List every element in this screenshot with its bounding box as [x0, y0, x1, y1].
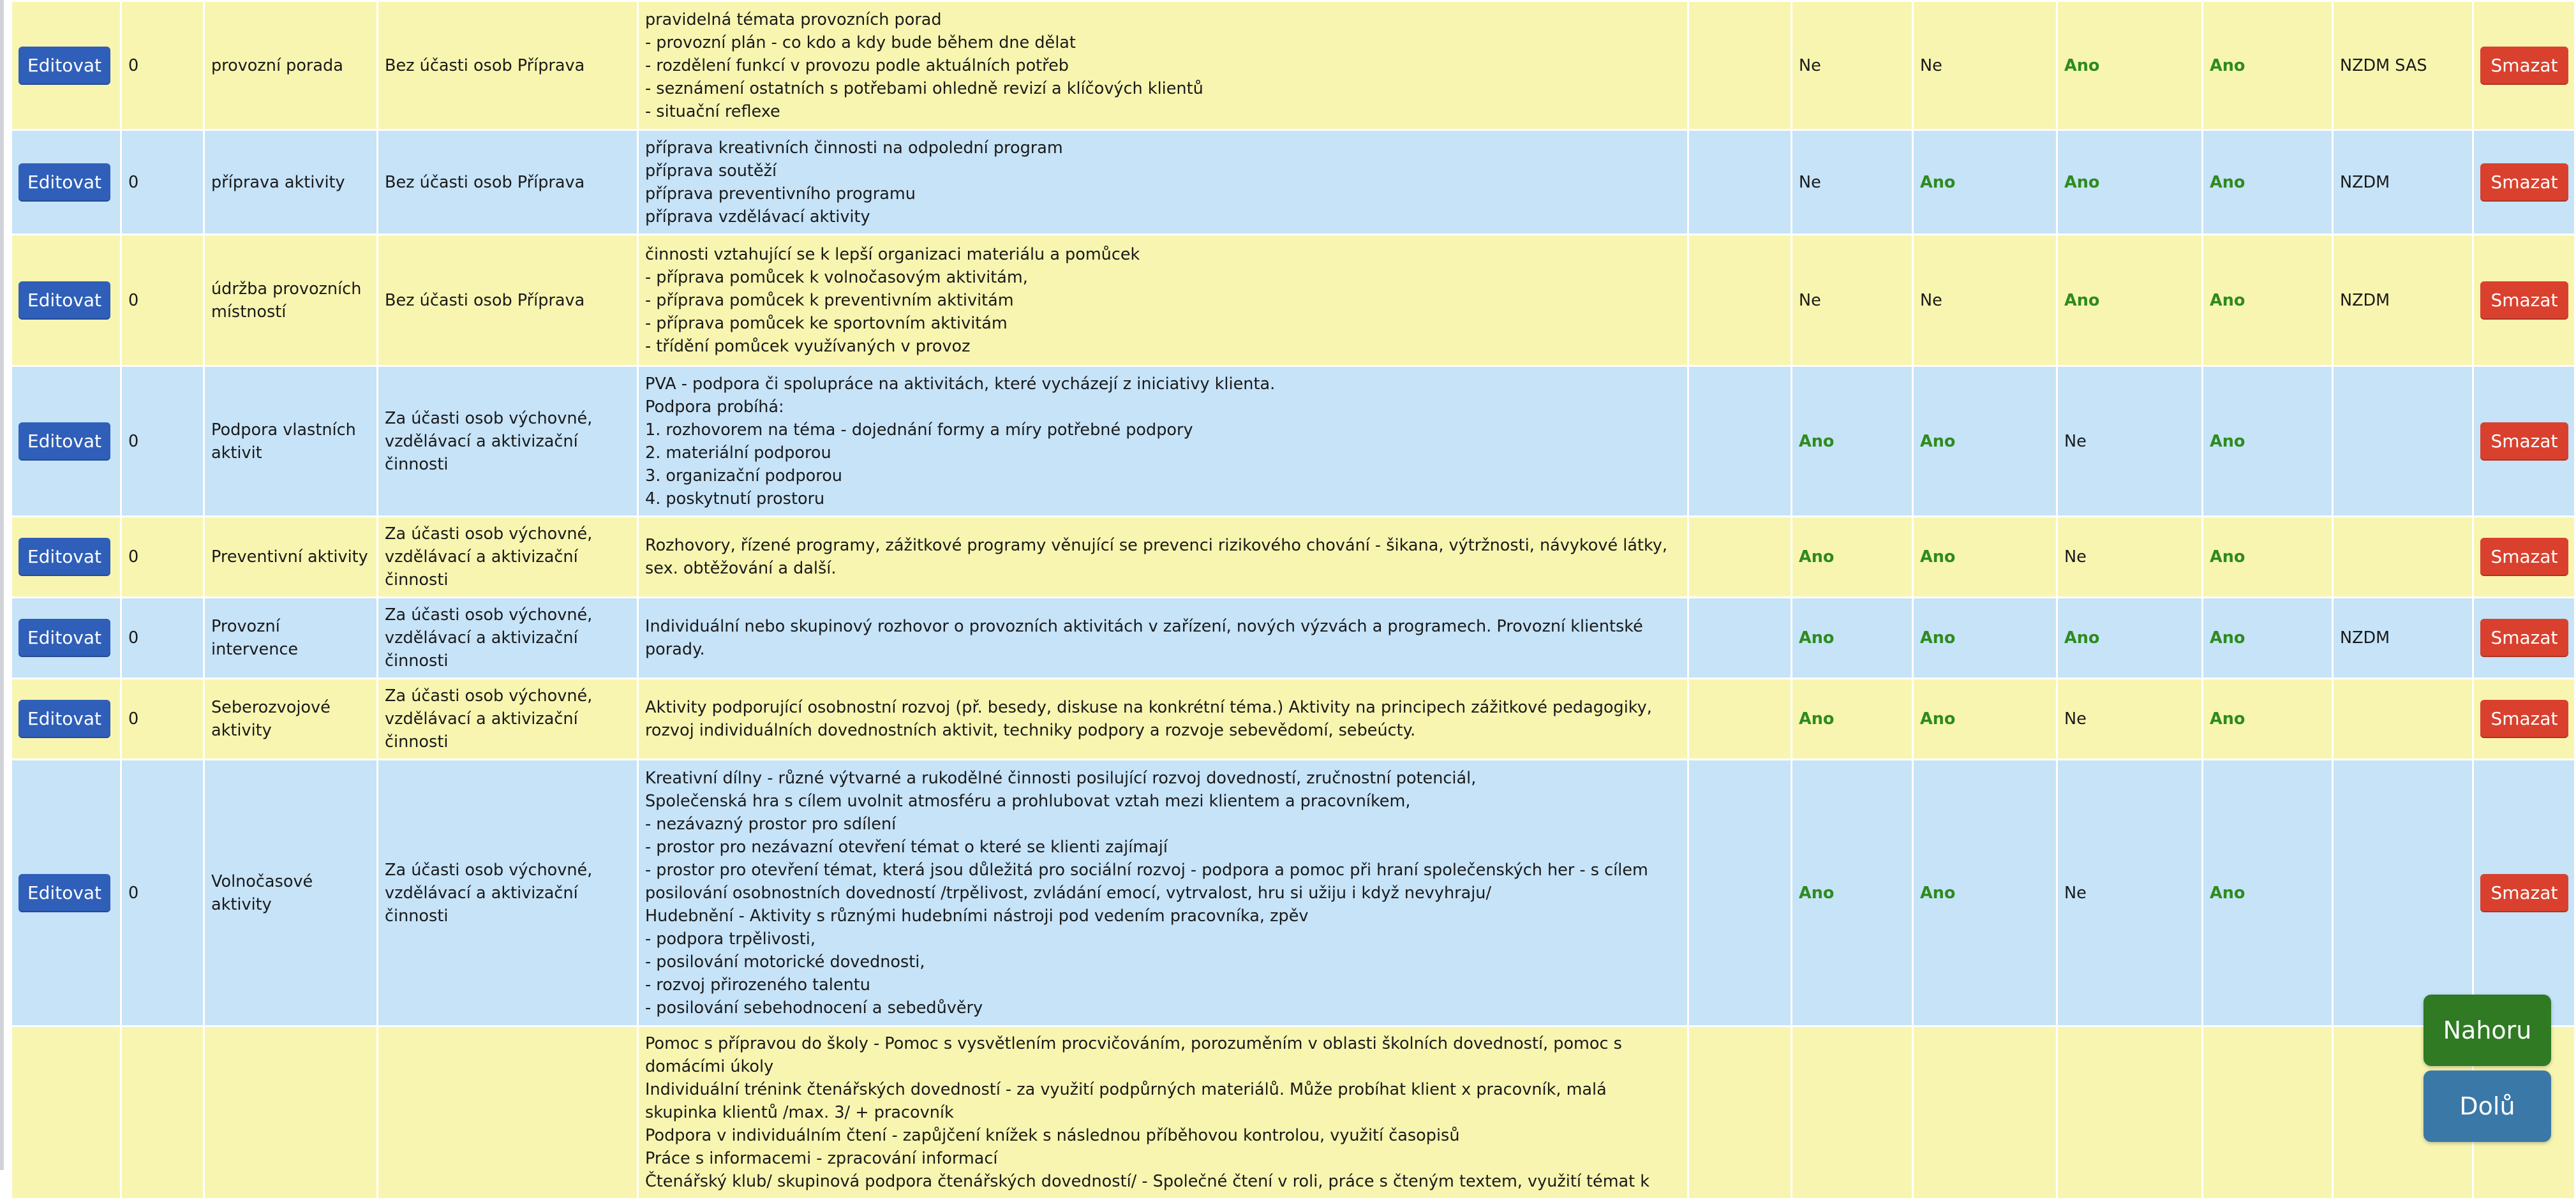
flag-2: Ne	[1913, 235, 2057, 366]
table-row	[11, 760, 2575, 1026]
count-cell: 0	[121, 517, 204, 598]
extra-cell	[1688, 760, 1792, 1026]
edit-button[interactable]: Editovat	[19, 422, 110, 461]
edit-button[interactable]: Editovat	[19, 163, 110, 202]
delete-cell	[2473, 760, 2575, 1026]
table-row	[11, 1026, 2575, 1199]
delete-cell	[2473, 1, 2575, 130]
flag-1: Ne	[1792, 130, 1913, 235]
table-row	[11, 1, 2575, 130]
flag-4: Ano	[2203, 598, 2333, 679]
scroll-down-button[interactable]: Dolů	[2423, 1070, 2551, 1142]
flag-2	[1913, 1026, 2057, 1199]
activity-description: PVA - podpora či spolupráce na aktivitách, které vycházejí z iniciativy klienta. Podpora probíhá: 1. rozhovorem na téma - dojednání formy a míry potřebné podpory 2. materiální podporou 3. organizační podporou 4. poskytnutí prostoru	[638, 366, 1688, 517]
activity-description: činnosti vztahující se k lepší organizaci materiálu a pomůcek - příprava pomůcek k volnočasovým aktivitám, - příprava pomůcek k preventivním aktivitám - příprava pomůcek ke sportovním aktivitám - třídění pomůcek využívaných v provoz	[638, 235, 1688, 366]
flag-4	[2203, 1026, 2333, 1199]
flag-1: Ano	[1792, 366, 1913, 517]
program-cell: NZDM	[2333, 598, 2473, 679]
extra-cell	[1688, 1, 1792, 130]
flag-2: Ano	[1913, 679, 2057, 760]
edit-button[interactable]: Editovat	[19, 538, 110, 576]
flag-2: Ne	[1913, 1, 2057, 130]
edit-cell	[11, 366, 121, 517]
flag-3: Ne	[2057, 679, 2203, 760]
table-row	[11, 598, 2575, 679]
scroll-up-button[interactable]: Nahoru	[2423, 995, 2551, 1066]
activity-description: Pomoc s přípravou do školy - Pomoc s vysvětlením procvičováním, porozuměním v oblasti školních dovedností, pomoc s domácími úkoly Individuální trénink čtenářských dovedností - za využití podpůrných materiálů. Může probíhat klient x pracovník, malá skupinka klientů /max. 3/ + pracovník Podpora v individuálním čtení - zapůjčení knížek s následnou příběhovou kontrolou, využití časopisů Práce s informacemi - zpracování informací Čtenářský klub/ skupinová podpora čtenářských dovedností/ - Společné čtení v roli, práce s čteným textem, využití témat k	[638, 1026, 1688, 1199]
activity-category	[378, 1026, 638, 1199]
flag-4: Ano	[2203, 1, 2333, 130]
flag-4: Ano	[2203, 366, 2333, 517]
delete-cell	[2473, 130, 2575, 235]
activity-category: Bez účasti osob Příprava	[378, 235, 638, 366]
extra-cell	[1688, 366, 1792, 517]
extra-cell	[1688, 598, 1792, 679]
flag-1: Ano	[1792, 598, 1913, 679]
activity-name: Seberozvojové aktivity	[204, 679, 378, 760]
activity-description: příprava kreativních činnosti na odpolední program příprava soutěží příprava preventivního programu příprava vzdělávací aktivity	[638, 130, 1688, 235]
count-cell: 0	[121, 1, 204, 130]
flag-1	[1792, 1026, 1913, 1199]
program-cell: NZDM	[2333, 235, 2473, 366]
flag-2: Ano	[1913, 366, 2057, 517]
flag-3: Ano	[2057, 598, 2203, 679]
count-cell: 0	[121, 235, 204, 366]
edit-cell	[11, 760, 121, 1026]
flag-3	[2057, 1026, 2203, 1199]
flag-1: Ano	[1792, 760, 1913, 1026]
edit-button[interactable]: Editovat	[19, 619, 110, 657]
edit-cell	[11, 1, 121, 130]
table-row	[11, 679, 2575, 760]
delete-cell	[2473, 517, 2575, 598]
flag-2: Ano	[1913, 130, 2057, 235]
activity-name: Podpora vlastních aktivit	[204, 366, 378, 517]
delete-button[interactable]: Smazat	[2480, 700, 2568, 738]
program-cell	[2333, 366, 2473, 517]
flag-3: Ano	[2057, 235, 2203, 366]
activity-description: Rozhovory, řízené programy, zážitkové programy věnující se prevenci rizikového chování - šikana, výtržnosti, návykové látky, sex. obtěžování a další.	[638, 517, 1688, 598]
edit-cell	[11, 130, 121, 235]
activity-category: Za účasti osob výchovné, vzdělávací a aktivizační činnosti	[378, 366, 638, 517]
table-row	[11, 130, 2575, 235]
activity-name: Provozní intervence	[204, 598, 378, 679]
activity-name: provozní porada	[204, 1, 378, 130]
edit-cell	[11, 235, 121, 366]
delete-cell	[2473, 679, 2575, 760]
activity-description: Aktivity podporující osobnostní rozvoj (př. besedy, diskuse na konkrétní téma.) Aktivity na principech zážitkové pedagogiky, rozvoj individuálních dovednostních aktivit, techniky podpory a rozvoje sebevědomí, sebeúcty.	[638, 679, 1688, 760]
count-cell: 0	[121, 760, 204, 1026]
flag-4: Ano	[2203, 760, 2333, 1026]
flag-3: Ne	[2057, 366, 2203, 517]
activity-name: příprava aktivity	[204, 130, 378, 235]
edit-button[interactable]: Editovat	[19, 700, 110, 738]
edit-cell	[11, 517, 121, 598]
edit-button[interactable]: Editovat	[19, 47, 110, 85]
delete-button[interactable]: Smazat	[2480, 619, 2568, 657]
activities-table	[10, 0, 2576, 1200]
activity-name	[204, 1026, 378, 1199]
activity-description: Kreativní dílny - různé výtvarné a rukodělné činnosti posilující rozvoj dovedností, zručnostní potenciál, Společenská hra s cílem uvolnit atmosféru a prohlubovat vztah mezi klientem a pracovníkem, - nezávazný prostor pro sdílení - prostor pro nezávazní otevření témat o které se klienti zajímají - prostor pro otevření témat, která jsou důležitá pro sociální rozvoj - podpora a pomoc při hraní společenských her - s cílem posilování osobnostních dovedností /trpělivost, zvládání emocí, vytrvalost, hru si užiju i když nevyhraju/ Hudebnění - Aktivity s různými hudebními nástroji pod vedením pracovníka, zpěv - podpora trpělivosti, - posilování motorické dovednosti, - rozvoj přirozeného talentu - posilování sebehodnocení a sebedůvěry	[638, 760, 1688, 1026]
table-row	[11, 517, 2575, 598]
table-body	[11, 1, 2575, 1199]
flag-3: Ne	[2057, 517, 2203, 598]
flag-4: Ano	[2203, 235, 2333, 366]
extra-cell	[1688, 1026, 1792, 1199]
activity-name: údržba provozních místností	[204, 235, 378, 366]
flag-3: Ano	[2057, 1, 2203, 130]
activity-name: Volnočasové aktivity	[204, 760, 378, 1026]
delete-cell	[2473, 235, 2575, 366]
flag-3: Ano	[2057, 130, 2203, 235]
flag-4: Ano	[2203, 517, 2333, 598]
delete-cell	[2473, 366, 2575, 517]
delete-button[interactable]: Smazat	[2480, 47, 2568, 85]
program-cell: NZDM SAS	[2333, 1, 2473, 130]
activity-category: Bez účasti osob Příprava	[378, 1, 638, 130]
delete-button[interactable]: Smazat	[2480, 422, 2568, 461]
delete-cell	[2473, 598, 2575, 679]
activity-category: Za účasti osob výchovné, vzdělávací a aktivizační činnosti	[378, 760, 638, 1026]
count-cell: 0	[121, 679, 204, 760]
flag-2: Ano	[1913, 517, 2057, 598]
edit-cell	[11, 679, 121, 760]
program-cell: NZDM	[2333, 130, 2473, 235]
flag-1: Ne	[1792, 235, 1913, 366]
extra-cell	[1688, 679, 1792, 760]
flag-4: Ano	[2203, 679, 2333, 760]
activity-category: Za účasti osob výchovné, vzdělávací a aktivizační činnosti	[378, 679, 638, 760]
edit-cell	[11, 598, 121, 679]
program-cell	[2333, 760, 2473, 1026]
extra-cell	[1688, 130, 1792, 235]
flag-1: Ano	[1792, 517, 1913, 598]
count-cell	[121, 1026, 204, 1199]
delete-button[interactable]: Smazat	[2480, 874, 2568, 912]
delete-button[interactable]: Smazat	[2480, 281, 2568, 320]
extra-cell	[1688, 235, 1792, 366]
flag-3: Ne	[2057, 760, 2203, 1026]
activity-description: Individuální nebo skupinový rozhovor o provozních aktivitách v zařízení, nových výzvách a programech. Provozní klientské porady.	[638, 598, 1688, 679]
count-cell: 0	[121, 366, 204, 517]
edit-cell	[11, 1026, 121, 1199]
delete-button[interactable]: Smazat	[2480, 538, 2568, 576]
edit-button[interactable]: Editovat	[19, 281, 110, 320]
table-row	[11, 366, 2575, 517]
table-row	[11, 235, 2575, 366]
program-cell	[2333, 517, 2473, 598]
flag-4: Ano	[2203, 130, 2333, 235]
flag-2: Ano	[1913, 760, 2057, 1026]
extra-cell	[1688, 517, 1792, 598]
flag-1: Ne	[1792, 1, 1913, 130]
count-cell: 0	[121, 130, 204, 235]
flag-2: Ano	[1913, 598, 2057, 679]
activity-name: Preventivní aktivity	[204, 517, 378, 598]
activity-category: Za účasti osob výchovné, vzdělávací a aktivizační činnosti	[378, 598, 638, 679]
program-cell	[2333, 679, 2473, 760]
activity-description: pravidelná témata provozních porad - provozní plán - co kdo a kdy bude během dne dělat - rozdělení funkcí v provozu podle aktuálních potřeb - seznámení ostatních s potřebami ohledně revizí a klíčových klientů - situační reflexe	[638, 1, 1688, 130]
count-cell: 0	[121, 598, 204, 679]
activity-category: Bez účasti osob Příprava	[378, 130, 638, 235]
delete-button[interactable]: Smazat	[2480, 163, 2568, 202]
activity-category: Za účasti osob výchovné, vzdělávací a aktivizační činnosti	[378, 517, 638, 598]
flag-1: Ano	[1792, 679, 1913, 760]
edit-button[interactable]: Editovat	[19, 874, 110, 912]
